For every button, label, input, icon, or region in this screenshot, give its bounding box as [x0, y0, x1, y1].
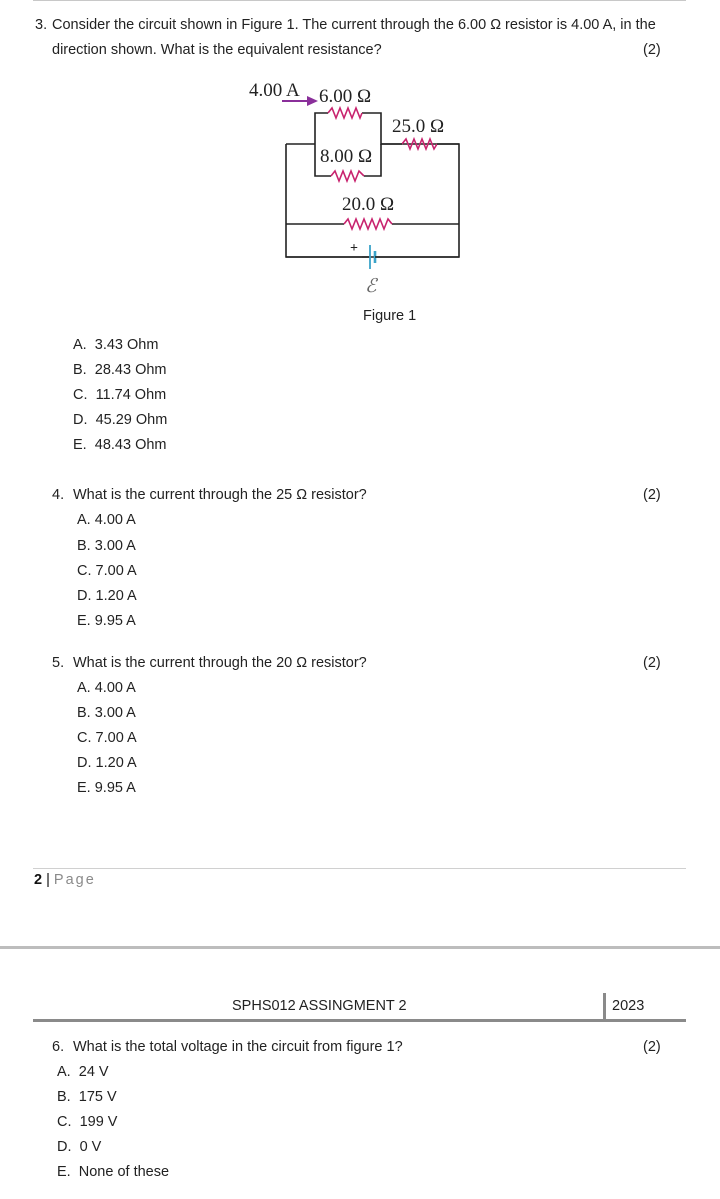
circuit-figure: [240, 72, 480, 304]
footer-rule: [33, 868, 686, 869]
q4-text: What is the current through the 25 Ω resistor?: [73, 487, 367, 503]
top-rule: [33, 0, 686, 1]
q6-option-e: E. None of these: [57, 1164, 170, 1180]
q3-text-line2: direction shown. What is the equivalent resistance?: [52, 42, 382, 58]
q3-number: 3.: [35, 17, 48, 33]
r25-label: 25.0 Ω: [392, 116, 445, 137]
q6-option-d: D. 0 V: [57, 1139, 102, 1155]
battery-plus-label: +: [350, 241, 358, 256]
q5-option-a: A. 4.00 A: [77, 680, 136, 696]
q3-marks: (2): [643, 42, 661, 58]
figure-caption: Figure 1: [363, 308, 417, 324]
q3-option-e: E. 48.43 Ohm: [73, 437, 167, 453]
q5-marks: (2): [643, 655, 661, 671]
q6-marks: (2): [643, 1039, 661, 1055]
resistor-6-ohm: [328, 108, 362, 118]
header-rule: [33, 1019, 686, 1022]
q3-option-c: C. 11.74 Ohm: [73, 387, 167, 403]
resistor-25-ohm: [402, 139, 437, 149]
q4-number: 4.: [52, 487, 65, 503]
q5-option-b: B. 3.00 A: [77, 705, 136, 721]
q6-option-c: C. 199 V: [57, 1114, 118, 1130]
q6-option-b: B. 175 V: [57, 1089, 117, 1105]
emf-label: ℰ: [365, 276, 377, 297]
r6-label: 6.00 Ω: [319, 86, 372, 107]
current-label: 4.00 A: [249, 80, 300, 101]
page-break-line: [0, 946, 720, 949]
r8-label: 8.00 Ω: [320, 146, 373, 167]
q5-option-c: C. 7.00 A: [77, 730, 137, 746]
header-title: SPHS012 ASSINGMENT 2: [232, 998, 407, 1014]
q4-marks: (2): [643, 487, 661, 503]
page-footer: [34, 872, 96, 888]
q5-option-d: D. 1.20 A: [77, 755, 137, 771]
q6-text: What is the total voltage in the circuit from figure 1?: [73, 1039, 403, 1055]
q3-option-b: B. 28.43 Ohm: [73, 362, 167, 378]
header-year: 2023: [612, 998, 645, 1014]
q4-option-e: E. 9.95 A: [77, 613, 136, 629]
q6-option-a: A. 24 V: [57, 1064, 109, 1080]
q5-number: 5.: [52, 655, 65, 671]
q4-option-c: C. 7.00 A: [77, 563, 137, 579]
q6-number: 6.: [52, 1039, 65, 1055]
q4-option-a: A. 4.00 A: [77, 512, 136, 528]
page-word: Page: [53, 872, 96, 888]
q3-text-line1: Consider the circuit shown in Figure 1. The current through the 6.00 Ω resistor is 4.00 A, in the: [52, 17, 656, 33]
q3-option-a: A. 3.43 Ohm: [73, 337, 159, 353]
r20-label: 20.0 Ω: [342, 194, 395, 215]
page-number: 2: [34, 872, 43, 888]
resistor-8-ohm: [331, 171, 364, 181]
q4-option-d: D. 1.20 A: [77, 588, 137, 604]
q5-option-e: E. 9.95 A: [77, 780, 136, 796]
q5-text: What is the current through the 20 Ω resistor?: [73, 655, 367, 671]
q4-option-b: B. 3.00 A: [77, 538, 136, 554]
q3-option-d: D. 45.29 Ohm: [73, 412, 168, 428]
page-separator: |: [46, 872, 50, 888]
header-divider: [603, 993, 606, 1021]
resistor-20-ohm: [344, 219, 392, 229]
